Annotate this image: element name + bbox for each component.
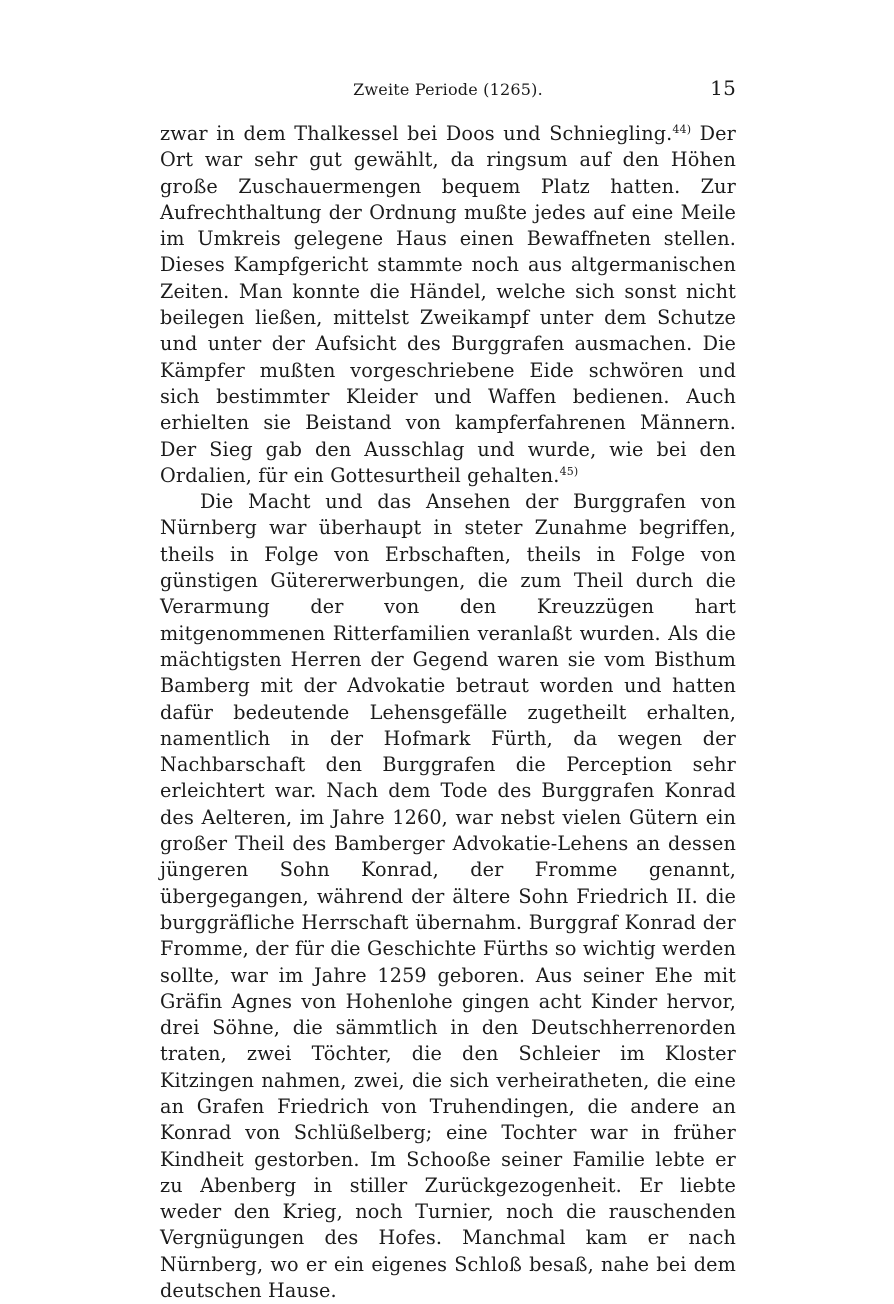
running-head (160, 70, 736, 106)
paragraph-1-text-b: Der Ort war sehr gut gewählt, da ringsum auf den Höhen große Zuschauermengen bequem Platz hatten. Zur Aufrechthaltung der Ordnung mußte jedes auf eine Meile im Umkreis gelegene Haus einen Bewaffneten stellen. Dieses Kampfgericht stammte noch aus altgermanischen Zeiten. Man konnte die Händel, welche sich sonst nicht beilegen ließen, mittelst Zweikampf unter dem Schutze und unter der Aufsicht des Burggrafen ausmachen. Die Kämpfer mußten vorgeschriebene Eide schwören und sich bestimmter Kleider und Waffen bedienen. Auch erhielten sie Beistand von kampferfahrenen Männern. Der Sieg gab den Ausschlag und wurde, wie bei den Ordalien, für ein Gottesurtheil gehalten. (160, 122, 736, 487)
page-number: 15 (710, 76, 736, 100)
paragraph-2: Die Macht und das Ansehen der Burggrafen von Nürnberg war überhaupt in steter Zunahme begriffen, theils in Folge von Erbschaften, theils in Folge von günstigen Gütererwerbungen, die zum Theil durch die Verarmung der von den Kreuzzügen hart mitgenommenen Ritterfamilien veranlaßt wurden. Als die mächtigsten Herren der Gegend waren sie vom Bisthum Bamberg mit der Advokatie betraut worden und hatten dafür bedeutende Lehensgefälle zugetheilt erhalten, namentlich in der Hofmark Fürth, da wegen der Nachbarschaft den Burggrafen die Perception sehr erleichtert war. Nach dem Tode des Burggrafen Konrad des Aelteren, im Jahre 1260, war nebst vielen Gütern ein großer Theil des Bamberger Advokatie-Lehens an dessen jüngeren Sohn Konrad, der Fromme genannt, übergegangen, während der ältere Sohn Friedrich II. die burggräfliche Herrschaft übernahm. Burggraf Konrad der Fromme, der für die Geschichte Fürths so wichtig werden sollte, war im Jahre 1259 geboren. Aus seiner Ehe mit Gräfin Agnes von Hohenlohe gingen acht Kinder hervor, drei Söhne, die sämmtlich in den Deutschherrenorden traten, zwei Töchter, die den Schleier im Kloster Kitzingen nahmen, zwei, die sich verheiratheten, die eine an Grafen Friedrich von Truhendingen, die andere an Konrad von Schlüßelberg; eine Tochter war in früher Kindheit gestorben. Im Schooße seiner Familie lebte er zu Abenberg in stiller Zurückgezogenheit. Er liebte weder den Krieg, noch Turnier, noch die rauschenden Vergnügungen des Hofes. Manchmal kam er nach Nürnberg, wo er ein eigenes Schloß besaß, nahe bei dem deutschen Hause. (160, 490, 736, 1303)
running-title: Zweite Periode (1265). (353, 80, 543, 99)
footnote-ref-44: 44) (672, 123, 692, 136)
paragraph-1-text-a: zwar in dem Thalkessel bei Doos und Schniegling. (160, 122, 673, 145)
paragraph-1 (160, 121, 736, 489)
footnote-ref-45: 45) (559, 464, 579, 478)
body-text (160, 121, 736, 1304)
